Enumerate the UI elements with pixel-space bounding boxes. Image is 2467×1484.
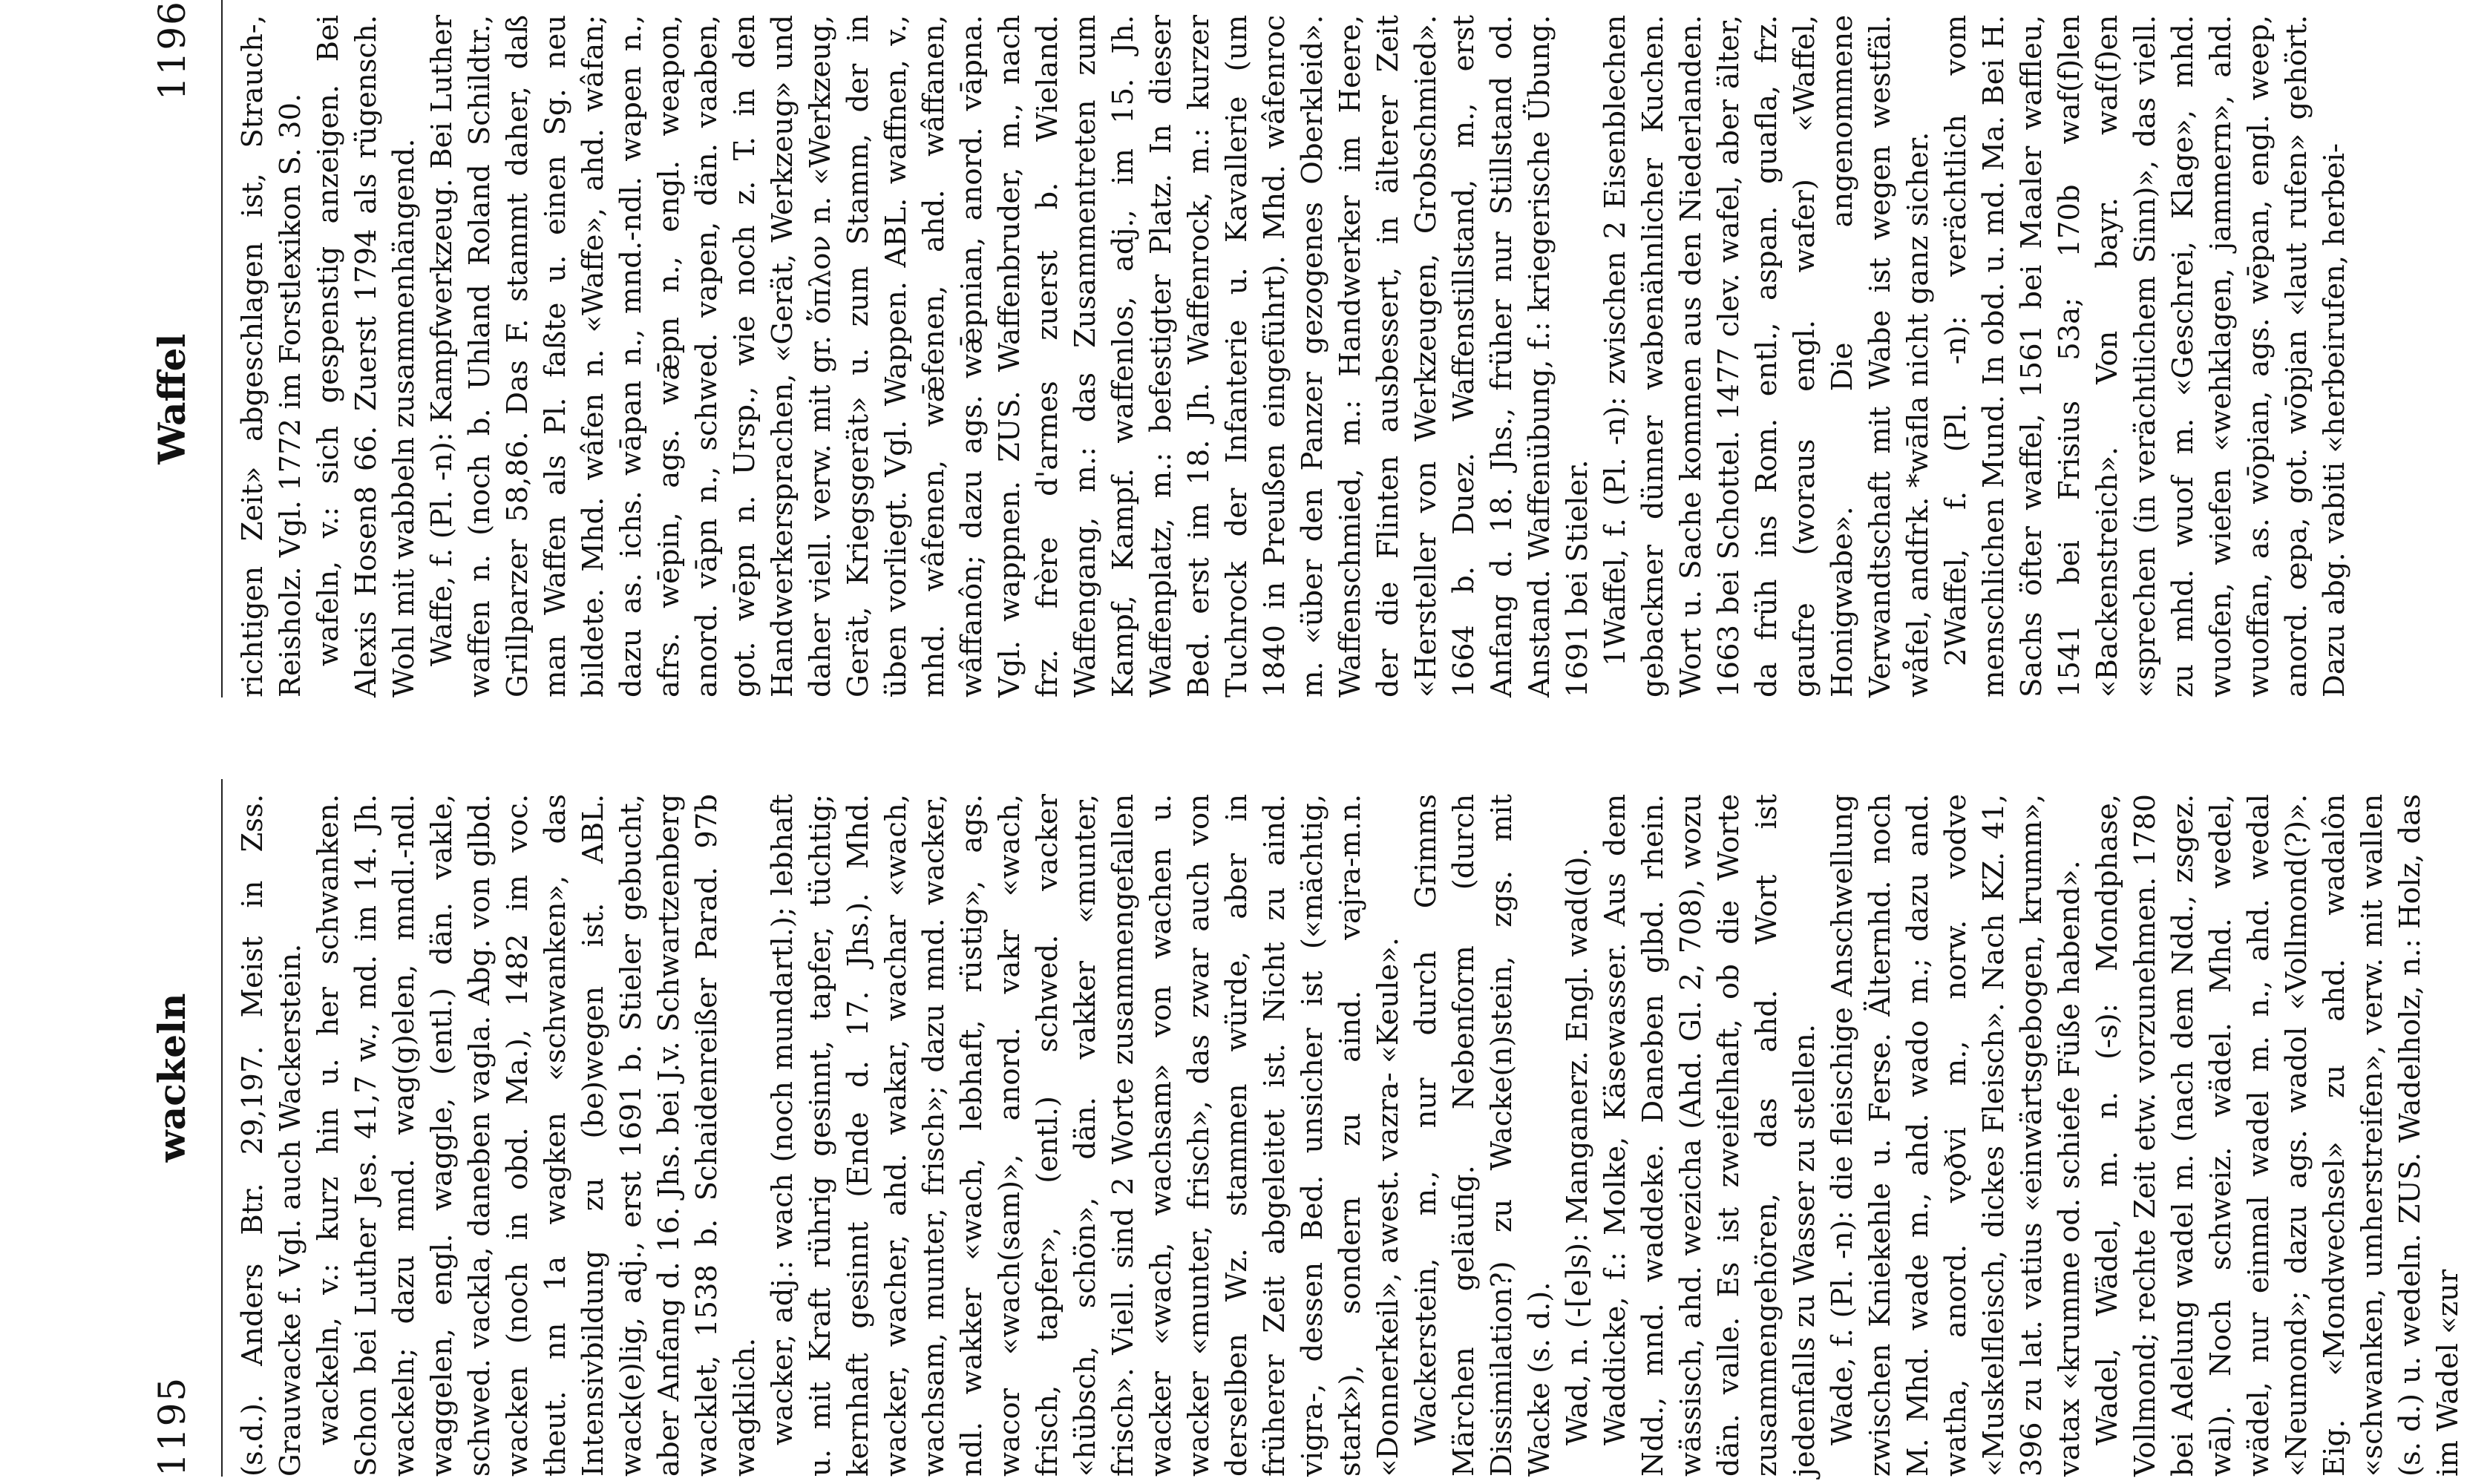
entry-wacker: wacker, adj.: wach (noch mundartl.); lebhaft u. mit Kraft rührig gesinnt, tapfer, tüchtig; kernhaft gesinnt (Ende d. 17. Jhs.). Mhd. wacker, wacher, ahd. wakar, wachar «wach, wachsam, munter, frisch»; dazu mnd. wacker, ndl. wakker «wach, lebhaft, rüstig», ags. wacor «wach(sam)», anord. vakr «wach, frisch, tapfer», (entl.) schwed. vacker «hübsch, schön», dän. vakker «munter, frisch». Viell. sind 2 Worte zusammengefallen wacker «wach, wachsam» von wachen u. wacker «munter, frisch», das zwar auch von derselben Wz. stammen würde, aber in früherer Zeit abgeleitet ist. Nicht zu aind. vigra-, dessen Bed. unsicher ist («mächtig, stark»), sondern zu aind. vajra-m.n. «Donnerkeil», awest. vazra- «Keule». [766, 794, 1405, 1477]
entry-waffe: Waffe, f. (Pl. -n): Kampfwerkzeug. Bei Luther waffen n. (noch b. Uhland Roland Schildtr., Grillparzer 58,86. Das F. stammt daher, daß man Waffen als Pl. faßte u. einen Sg. neu bildete. Mhd. wâfen n. «Waffe», ahd. wâfan; dazu as. ichs. wāpan n., mnd.-ndl. wapen n., afrs. wēpin, ags. wǣpn n., engl. weapon, anord. vāpn n., schwed. vapen, dän. vaaben, got. wēpn n. Ursp., wie noch z. T. in den Handwerkersprachen, «Gerät, Werkzeug» und daher viell. verw. mit gr. ὅπλον n. «Werkzeug, Gerät, Kriegsgerät» u. zum Stamm, der in üben vorliegt. Vgl. Wappen. ABL. waffnen, v., mhd. wâfenen, wǣfenen, ahd. wâffanen, wâffanôn; dazu ags. wǣpnian, anord. vāpna. Vgl. wappnen. ZUS. Waffenbruder, m., nach frz. frère d'armes zuerst b. Wieland. Waffengang, m.: das Zusammentreten zum Kampf, Kampf. waffenlos, adj., im 15. Jh. Waffenplatz, m.: befestigter Platz. In dieser Bed. erst im 18. Jh. Waffenrock, m.: kurzer Tuchrock der Infanterie u. Kavallerie (um 1840 in Preußen eingeführt). Mhd. wâfenroc m. «über den Panzer gezogenes Oberkleid». Waffenschmied, m.: Handwerker im Heere, der die Flinten ausbessert, in älterer Zeit «Hersteller von Werkzeugen, Grobschmied». 1664 b. Duez. Waffenstillstand, m., erst Anfang d. 18. Jhs., früher nur Stillstand od. Anstand. Waffenübung, f.: kriegerische Übung. 1691 bei Stieler. [425, 15, 1594, 697]
entry-waffel-1: 1Waffel, f. (Pl. -n): zwischen 2 Eisenblechen gebackner dünner wabenähnlicher Kuchen. Wort u. Sache kommen aus den Niederlanden. 1663 bei Schottel. 1477 clev. wafel, aber älter, da früh ins Rom. entl., aspan. guafla, frz. gaufre (woraus engl. wafer) «Waffel, Honigwabe». Die angenommene Verwandtschaft mit Wabe ist wegen westfäl. wåfel, andfrk. *wāfla nicht ganz sicher. [1599, 15, 1935, 697]
entry-wackerstein: Wackerstein, m., nur durch Grimms Märchen geläufig. Nebenform (durch Dissimilation?) zu Wacke(n)stein, zgs. mit Wacke (s. d.). [1409, 794, 1556, 1477]
page-header-right [148, 0, 223, 697]
entry-wackeln: wackeln, v.: kurz hin u. her schwanken. Schon bei Luther Jes. 41,7 w., md. im 14. Jh. wackeln; dazu mnd. wag(g)elen, mndl.-ndl. waggelen, engl. waggle, (entl.) dän. vakle, schwed. vackla, daneben vagla. Abg. von glbd. wacken (noch in obd. Ma.), 1482 im voc. theut. nn 1a wagken «schwanken», das Intensivbildung zu (be)wegen ist. ABL. wack(e)lig, adj., erst 1691 b. Stieler gebucht, aber Anfang d. 16. Jhs. bei J.v. Schwartzenberg wacklet, 1538 b. Schaidenreißer Parad. 97b wagklich. [312, 794, 761, 1477]
rotated-dictionary-page [148, 0, 2465, 1477]
entry-paragraph: (s.d.). Anders Btr. 29,197. Meist in Zss. Grauwacke f. Vgl. auch Wackerstein. [236, 794, 307, 1477]
column-left-page [234, 794, 2465, 1477]
entry-wade: Wade, f. (Pl. -n): die fleischige Anschwellung zwischen Kniekehle u. Ferse. Älternhd. noch M. Mhd. wade m., ahd. wado m.; dazu and. watha, anord. vǫðvi m., norw. vodve «Muskelfleisch, dickes Fleisch». Nach KZ. 41, 396 zu lat. vatius «einwärtsgebogen, krumm», vatax «krumme od. schiefe Füße habend». [1826, 794, 2086, 1477]
page-number-right: 1196 [151, 0, 194, 101]
page-number-left: 1195 [151, 1376, 194, 1477]
entry-wafeln: wafeln, v.: sich gespenstig anzeigen. Bei Alexis Hosen8 66. Zuerst 1794 als rügensch. Wohl mit wabbeln zusammenhängend. [312, 15, 421, 697]
page-header-left [148, 779, 223, 1477]
header-rule-right [221, 0, 223, 697]
header-rule-left [221, 779, 223, 1477]
entry-wad: Wad, n. (-[e]s): Manganerz. Engl. wad(d). [1561, 847, 1594, 1445]
column-right-page [234, 15, 2351, 697]
entry-paragraph: richtigen Zeit» abgeschlagen ist, Strauch-, Reisholz. Vgl. 1772 im Forstlexikon S. 30. [236, 15, 307, 697]
running-head-left: wackeln [150, 993, 194, 1163]
entry-wadel: Wadel, Wädel, m. n. (-s): Mondphase, Vollmond; rechte Zeit etw. vorzunehmen. 1780 bei Adelung wadel m. (nach dem Ndd., zsgez. wāl). Noch schweiz. wädel. Mhd. wedel, wädel, nur einmal wadel m. n., ahd. wedal «Neumond»; dazu ags. wadol «Vollmond(?)». Eig. «Mondwechsel» zu ahd. wadalôn «schwanken, umherstreifen», verw. mit wallen (s. d.) u. wedeln. ZUS. Wadelholz, n.: Holz, das im Wadel «zur [2091, 794, 2465, 1477]
running-head-right: Waffel [150, 333, 194, 464]
entry-waffel-2: 2Waffel, f. (Pl. -n): verächtlich vom menschlichen Mund. In obd. u. md. Ma. Bei H. Sachs öfter waffel, 1561 bei Maaler waffleu, 1541 bei Frisius 53a; 170b waf(f)len «Backenstreich». Von bayr. waf(f)en «sprechen (in verächtlichem Sinn)», das viell. zu mhd. wuof m. «Geschrei, Klage», mhd. wuofen, wiefen «wehklagen, jammern», ahd. wuoffan, as. wōpian, ags. wēpan, engl. weep, anord. œpa, got. wōpjan «laut rufen» gehört. Dazu abg. vabiti «herbeirufen, herbei- [1939, 15, 2351, 697]
entry-waddicke: Waddicke, f.: Molke, Käsewasser. Aus dem Ndd., mnd. waddeke. Daneben glbd. rhein. wässisch, ahd. wezicha (Ahd. Gl. 2, 708), wozu dän. valle. Es ist zweifelhaft, ob die Worte zusammengehören, das ahd. Wort ist jedenfalls zu Wasser zu stellen. [1599, 794, 1821, 1477]
